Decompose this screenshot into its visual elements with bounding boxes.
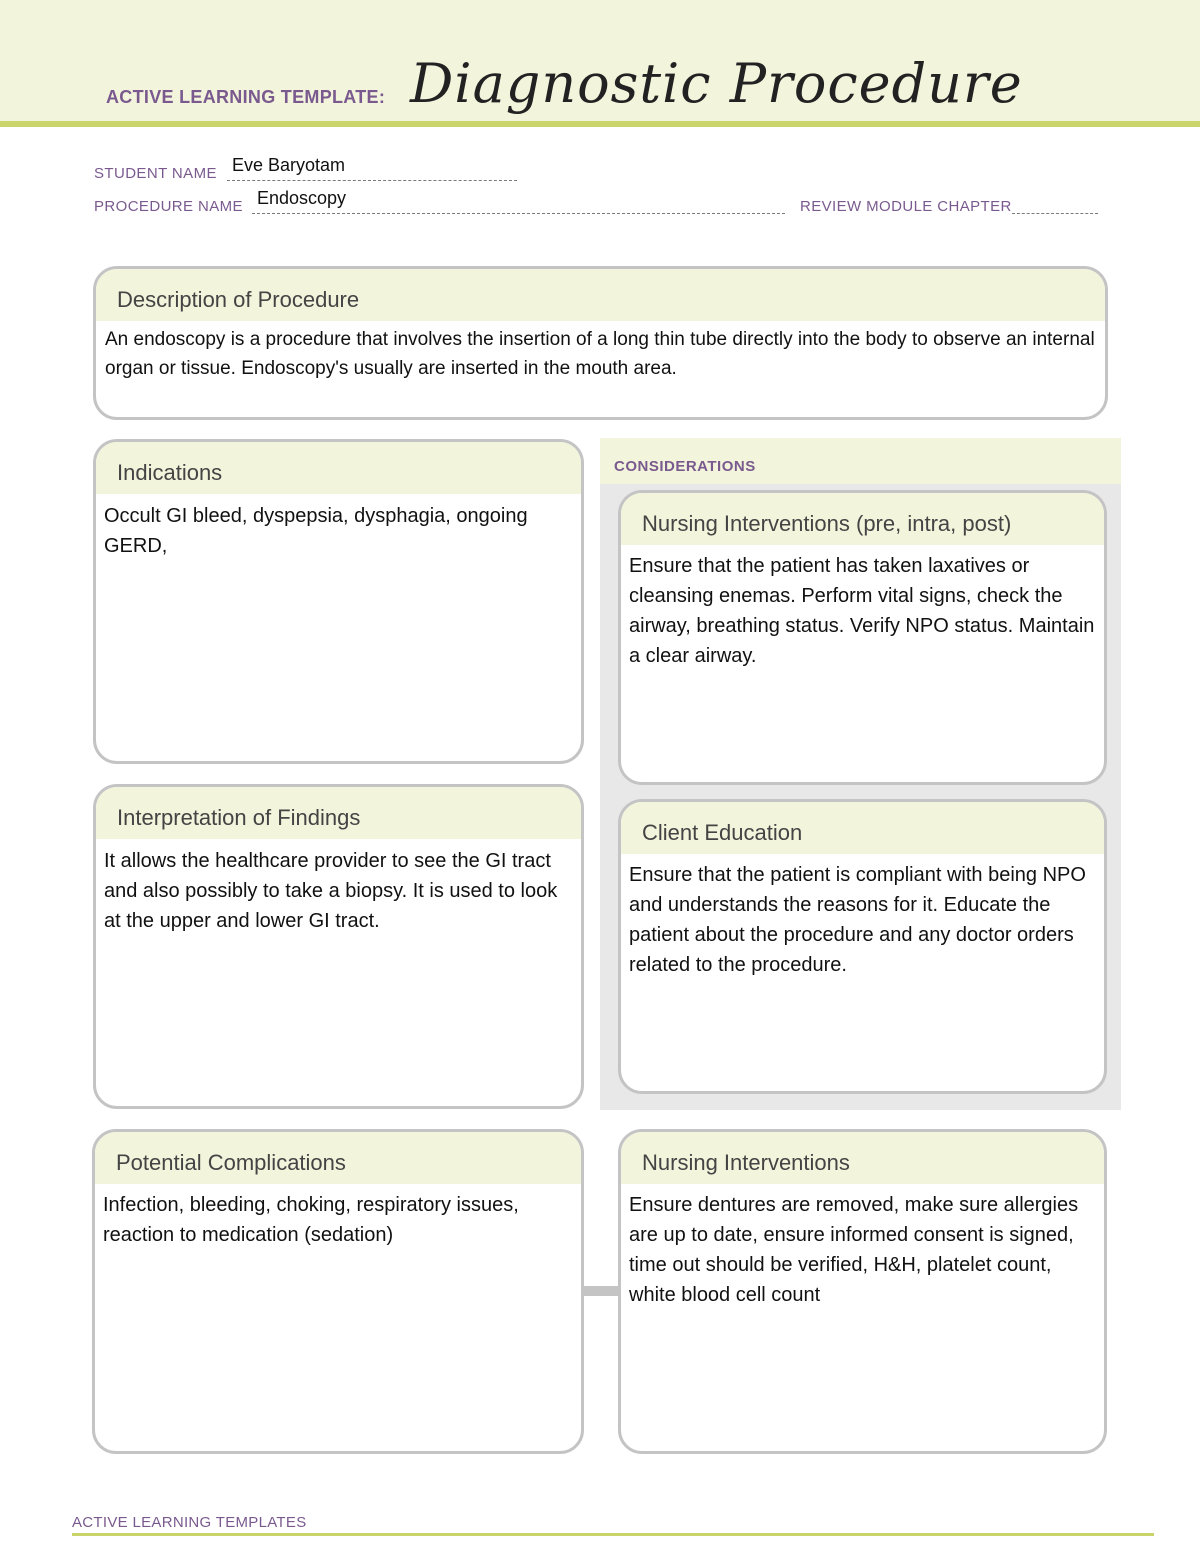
review-module-label: REVIEW MODULE CHAPTER <box>800 198 1012 215</box>
complications-title: Potential Complications <box>95 1132 581 1184</box>
footer-divider <box>72 1533 1154 1536</box>
student-name-field[interactable]: Eve Baryotam <box>232 155 346 175</box>
indications-title: Indications <box>96 442 581 494</box>
interpretation-text[interactable]: It allows the healthcare provider to see the GI tract and also possibly to take a biopsy. It is used to look at the upper and lower GI tract. <box>104 850 558 932</box>
nursing-pre-intra-post-title: Nursing Interventions (pre, intra, post) <box>621 493 1104 545</box>
considerations-label: CONSIDERATIONS <box>614 458 756 475</box>
template-label: ACTIVE LEARNING TEMPLATE: <box>106 87 386 107</box>
nursing-pre-intra-post-card <box>618 490 1107 785</box>
complications-text[interactable]: Infection, bleeding, choking, respiratory issues, reaction to medication (sedation) <box>103 1194 519 1246</box>
complications-card <box>92 1129 584 1454</box>
procedure-name-label: PROCEDURE NAME <box>94 198 243 215</box>
client-education-title: Client Education <box>621 802 1104 854</box>
student-name-line <box>227 180 517 181</box>
nursing-pre-intra-post-text[interactable]: Ensure that the patient has taken laxatives or cleansing enemas. Perform vital signs, check the airway, breathing status. Verify NPO status. Maintain a clear airway. <box>629 555 1095 667</box>
card-connector <box>583 1286 621 1296</box>
description-text[interactable]: An endoscopy is a procedure that involves the insertion of a long thin tube directly into the body to observe an internal organ or tissue. Endoscopy's usually are inserted in the mouth area. <box>105 329 1095 379</box>
procedure-name-field[interactable]: Endoscopy <box>257 188 347 208</box>
review-module-line <box>1012 213 1098 214</box>
student-name-label: STUDENT NAME <box>94 165 217 182</box>
nursing-interventions-title: Nursing Interventions <box>621 1132 1104 1184</box>
client-education-text[interactable]: Ensure that the patient is compliant with being NPO and understands the reasons for it. Educate the patient about the procedure and any doctor orders related to the procedure. <box>629 864 1086 976</box>
footer-label: ACTIVE LEARNING TEMPLATES <box>72 1514 307 1531</box>
header-divider <box>0 121 1200 127</box>
nursing-interventions-card <box>618 1129 1107 1454</box>
nursing-interventions-text[interactable]: Ensure dentures are removed, make sure allergies are up to date, ensure informed consent is signed, time out should be verified, H&H, platelet count, white blood cell count <box>629 1194 1079 1306</box>
procedure-name-line <box>252 213 785 214</box>
description-card <box>93 266 1108 420</box>
interpretation-title: Interpretation of Findings <box>96 787 581 839</box>
indications-card <box>93 439 584 764</box>
page-title: Diagnostic Procedure <box>410 52 1023 115</box>
interpretation-card <box>93 784 584 1109</box>
indications-text[interactable]: Occult GI bleed, dyspepsia, dysphagia, ongoing GERD, <box>104 505 528 557</box>
client-education-card <box>618 799 1107 1094</box>
description-title: Description of Procedure <box>96 269 1105 321</box>
